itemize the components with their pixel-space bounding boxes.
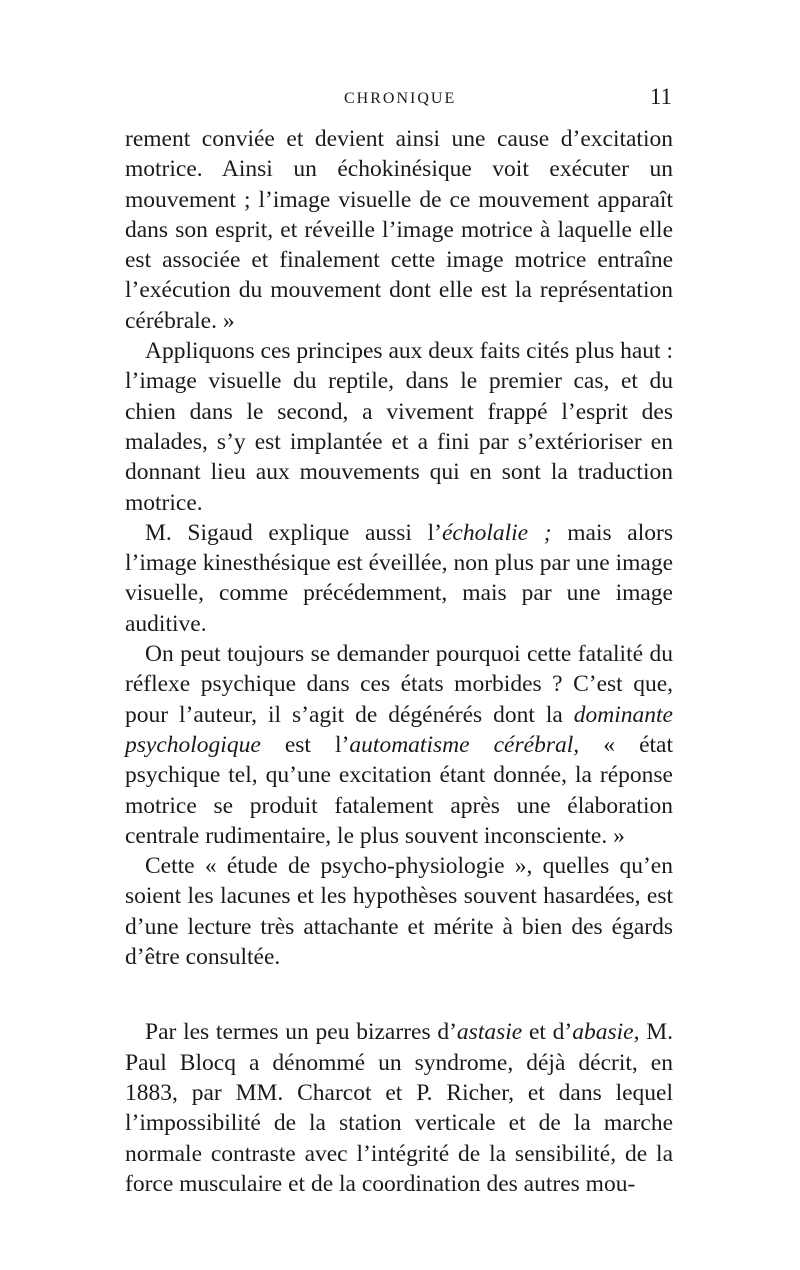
paragraph-echolalie <box>125 518 673 639</box>
running-head: CHRONIQUE <box>344 90 457 107</box>
text-run: mais alors l’image kinesthésique est éveillée, non plus par une image visuelle, comme précédemment, mais par une image auditive. <box>125 519 673 637</box>
paragraph-astasie <box>125 1017 673 1199</box>
paragraph-fatalite <box>125 639 673 851</box>
italic-term: abasie, <box>572 1019 640 1046</box>
italic-term: automatisme cérébral, <box>349 731 580 758</box>
italic-term: astasie <box>456 1019 523 1046</box>
paragraph-etude: Cette « étude de psycho-physiologie », quelles qu’en soient les lacunes et les hypothèses souvent hasardées, est d’une lecture très attachante et mérite à bien des égards d’être consultée. <box>125 853 673 971</box>
page-number: 11 <box>649 84 672 109</box>
paragraph-principles: Appliquons ces principes aux deux faits cités plus haut : l’image visuelle du reptile, dans le premier cas, et du chien dans le second, a vivement frappé l’esprit des malades, s’y est implantée et a fini par s’extérioriser en donnant lieu aux mouvements qui en sont la traduction motrice. <box>125 338 673 516</box>
paragraph-continued: rement conviée et devient ainsi une cause d’excitation motrice. Ainsi un échokinésique voit exécuter un mouvement ; l’image visuelle de ce mouvement apparaît dans son esprit, et réveille l’image motrice à laquelle elle est associée et finalement cette image motrice entraîne l’exécution du mouvement dont elle est la représentation cérébrale. » <box>125 126 673 334</box>
text-run: M. Paul Blocq a dénommé un syndrome, déjà décrit, en 1883, par MM. Charcot et P. Richer, et dans lequel l’impossibilité de la station verticale et de la marche normale contraste avec l’intégrité de la sensibilité, de la force musculaire et de la coordination des autres mou- <box>125 1019 673 1197</box>
section-gap <box>125 972 673 1017</box>
text-run: « état psychique tel, qu’une excitation étant donnée, la réponse motrice se produit fatalement après une élaboration centrale rudimentaire, le plus souvent inconsciente. » <box>125 731 674 849</box>
text-run: Par les termes un peu bizarres d’ <box>145 1019 457 1046</box>
italic-term: écholalie ; <box>441 519 552 546</box>
text-run: et d’ <box>522 1019 573 1046</box>
text-run: M. Sigaud explique aussi l’ <box>145 519 442 546</box>
text-run: est l’ <box>260 731 350 758</box>
text-run: On peut toujours se demander pourquoi cette fatalité du réflexe psychique dans ces états morbides ? C’est que, pour l’auteur, il s’agit de dégénérés dont la <box>125 641 673 728</box>
page-body <box>125 124 673 1199</box>
page-header <box>0 84 800 118</box>
italic-term: dominante psychologique <box>125 701 673 758</box>
